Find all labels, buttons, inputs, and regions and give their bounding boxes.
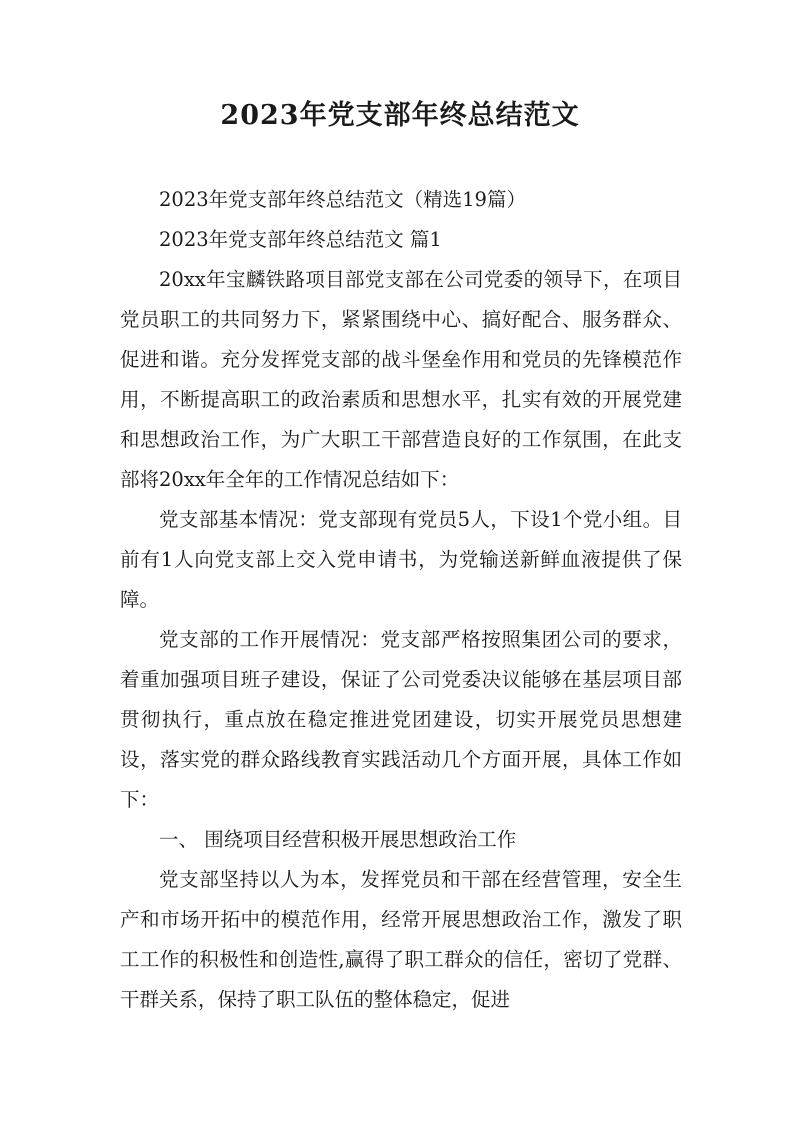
document-body [120, 180, 682, 1020]
section-heading: 2023年党支部年终总结范文 篇1 [159, 228, 442, 251]
work-progress-paragraph: 党支部的工作开展情况：党支部严格按照集团公司的要求，着重加强项目班子建设，保证了公司党委决议能够在基层项目部贯彻执行，重点放在稳定推进党团建设，切实开展党员思想建设，落实党的群众路线教育实践活动几个方面开展，具体工作如下： [120, 628, 682, 811]
summary-heading: 2023年党支部年终总结范文（精选19篇） [159, 188, 526, 211]
subsection-paragraph: 党支部坚持以人为本，发挥党员和干部在经营管理，安全生产和市场开拓中的模范作用，经常开展思想政治工作，激发了职工工作的积极性和创造性,赢得了职工群众的信任，密切了党群、干群关系，保持了职工队伍的整体稳定，促进 [120, 868, 682, 1011]
intro-paragraph: 20xx年宝麟铁路项目部党支部在公司党委的领导下，在项目党员职工的共同努力下，紧紧围绕中心、搞好配合、服务群众、促进和谐。充分发挥党支部的战斗堡垒作用和党员的先锋模范作用，不断提高职工的政治素质和思想水平，扎实有效的开展党建和思想政治工作，为广大职工干部营造良好的工作氛围，在此支部将20xx年全年的工作情况总结如下： [120, 268, 682, 491]
basic-situation-paragraph: 党支部基本情况：党支部现有党员5人，下设1个党小组。目前有1人向党支部上交入党申请书，为党输送新鲜血液提供了保障。 [120, 508, 682, 611]
subsection-heading: 一、 围绕项目经营积极开展思想政治工作 [159, 828, 517, 851]
document-title: 2023年党支部年终总结范文 [220, 100, 580, 131]
